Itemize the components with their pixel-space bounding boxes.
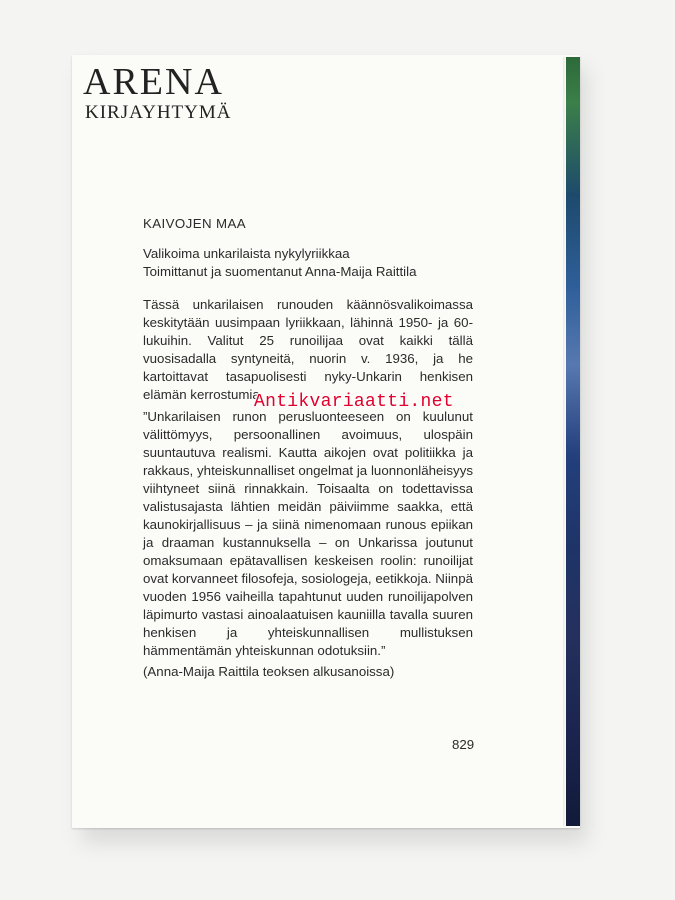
editor-line: Toimittanut ja suomentanut Anna-Maija Raittila: [143, 264, 417, 279]
publisher-subname: KIRJAYHTYMÄ: [85, 102, 232, 123]
quote-source: (Anna-Maija Raittila teoksen alkusanoissa): [143, 664, 395, 679]
catalog-number: 829: [452, 737, 475, 752]
quote-paragraph: ”Unkarilaisen runon perusluonteeseen on kuulunut välittömyys, persoonallinen avoimuus, ulospäin suuntautuva realismi. Kautta aikojen ovat politiikka ja rakkaus, yhteiskunnalliset ongelmat ja luonnonläheisyys viihtyneet siinä rinnakkain. Toisaalta on todettavissa valistusajasta lähtien meidän päiviimme saakka, että kaunokirjallisuus – ja siinä nimenomaan runous epiikan ja draaman kustannuksella – on Unkarissa joutunut omaksumaan epätavallisen keskeisen roolin: runoilijat ovat korvanneet filosofeja, sosiologeja, eetikkoja. Niinpä vuoden 1956 vaiheilla tapahtunut uuden runoilijapolven läpimurto vastasi ainoalaatuisen kauniilla tavalla suuren henkisen ja yhteiskunnallisen mullistuksen hämmentämän yhteiskunnan odotuksiin.”: [143, 409, 473, 658]
book-title: KAIVOJEN MAA: [143, 216, 247, 231]
publisher-logo: [83, 62, 231, 124]
description-paragraph: Tässä unkarilaisen runouden käännösvalikoimassa keskitytään uusimpaan lyriikkaan, lähinnä 1950- ja 60-lukuihin. Valitut 25 runoilijaa ovat kaikki tällä vuosisadalla syntyneitä, nuorin v. 1936, ja he kartoittavat tasapuolisesti nyky-Unkarin henkisen elämän kerrostumia.: [143, 297, 473, 402]
book-spine: [566, 57, 580, 826]
publisher-name: ARENA: [83, 61, 224, 103]
watermark: Antikvariaatti.net: [254, 392, 454, 412]
book-subtitle: Valikoima unkarilaista nykylyriikkaa: [143, 246, 350, 261]
cover-text: [143, 215, 473, 681]
